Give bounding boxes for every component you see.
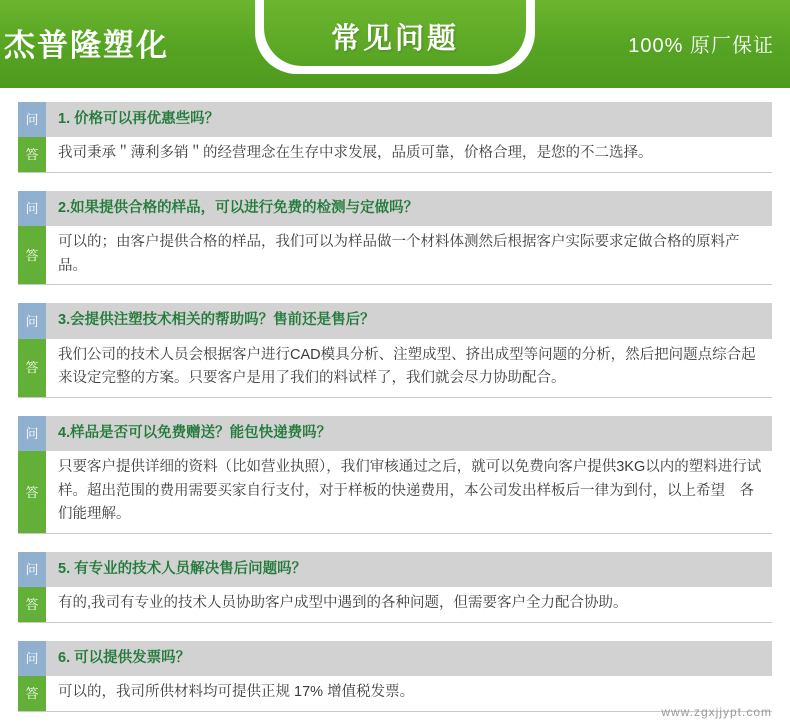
- question-tag: 问: [18, 641, 46, 676]
- faq-answer-row: [18, 676, 772, 711]
- answer-tag: 答: [18, 137, 46, 172]
- faq-item: [18, 102, 772, 173]
- faq-answer-row: [18, 587, 772, 622]
- page-header-banner: [0, 0, 790, 88]
- answer-tag: 答: [18, 226, 46, 285]
- answer-text: 可以的；由客户提供合格的样品，我们可以为样品做一个材料体测然后根据客户实际要求定做合格的原料产品。: [46, 226, 772, 285]
- question-text: 1. 价格可以再优惠些吗？: [46, 102, 772, 137]
- question-text: 6. 可以提供发票吗？: [46, 641, 772, 676]
- faq-question-row: [18, 552, 772, 587]
- question-tag: 问: [18, 416, 46, 451]
- question-text: 5. 有专业的技术人员解决售后问题吗？: [46, 552, 772, 587]
- faq-item: [18, 303, 772, 397]
- answer-text: 只要客户提供详细的资料（比如营业执照），我们审核通过之后，就可以免费向客户提供3KG以内的塑料进行试样。超出范围的费用需要买家自行支付，对于样板的快递费用，本公司发出样板后一律为到付，以上希望 各们能理解。: [46, 451, 772, 533]
- question-text: 3.会提供注塑技术相关的帮助吗？售前还是售后？: [46, 303, 772, 338]
- faq-item: [18, 552, 772, 623]
- faq-item: [18, 641, 772, 712]
- faq-question-row: [18, 303, 772, 338]
- faq-question-row: [18, 641, 772, 676]
- page-title: 常见问题: [330, 22, 459, 55]
- question-tag: 问: [18, 303, 46, 338]
- faq-question-row: [18, 102, 772, 137]
- faq-question-row: [18, 416, 772, 451]
- question-tag: 问: [18, 191, 46, 226]
- faq-item: [18, 416, 772, 534]
- faq-answer-row: [18, 226, 772, 285]
- faq-answer-row: [18, 451, 772, 533]
- answer-text: 有的,我司有专业的技术人员协助客户成型中遇到的各种问题，但需要客户全力配合协助。: [46, 587, 772, 622]
- faq-question-row: [18, 191, 772, 226]
- header-tab: [255, 0, 535, 74]
- faq-answer-row: [18, 137, 772, 172]
- answer-text: 我们公司的技术人员会根据客户进行CAD模具分析、注塑成型、挤出成型等问题的分析，然后把问题点综合起来设定完整的方案。只要客户是用了我们的料试样了，我们就会尽力协助配合。: [46, 339, 772, 398]
- answer-text: 我司秉承＂薄利多销＂的经营理念在生存中求发展，品质可靠，价格合理，是您的不二选择。: [46, 137, 772, 172]
- guarantee-text: 100% 原厂保证: [628, 35, 774, 57]
- faq-answer-row: [18, 339, 772, 398]
- header-tab-inner: [264, 0, 526, 66]
- answer-tag: 答: [18, 676, 46, 711]
- answer-tag: 答: [18, 587, 46, 622]
- answer-tag: 答: [18, 451, 46, 533]
- faq-item: [18, 191, 772, 285]
- brand-name: 杰普隆塑化: [4, 28, 169, 63]
- question-text: 2.如果提供合格的样品，可以进行免费的检测与定做吗？: [46, 191, 772, 226]
- answer-tag: 答: [18, 339, 46, 398]
- site-watermark: www.zgxjjypt.com: [661, 705, 772, 719]
- faq-list: [0, 88, 790, 712]
- question-text: 4.样品是否可以免费赠送？能包快递费吗？: [46, 416, 772, 451]
- question-tag: 问: [18, 102, 46, 137]
- question-tag: 问: [18, 552, 46, 587]
- answer-text: 可以的，我司所供材料均可提供正规 17% 增值税发票。: [46, 676, 772, 711]
